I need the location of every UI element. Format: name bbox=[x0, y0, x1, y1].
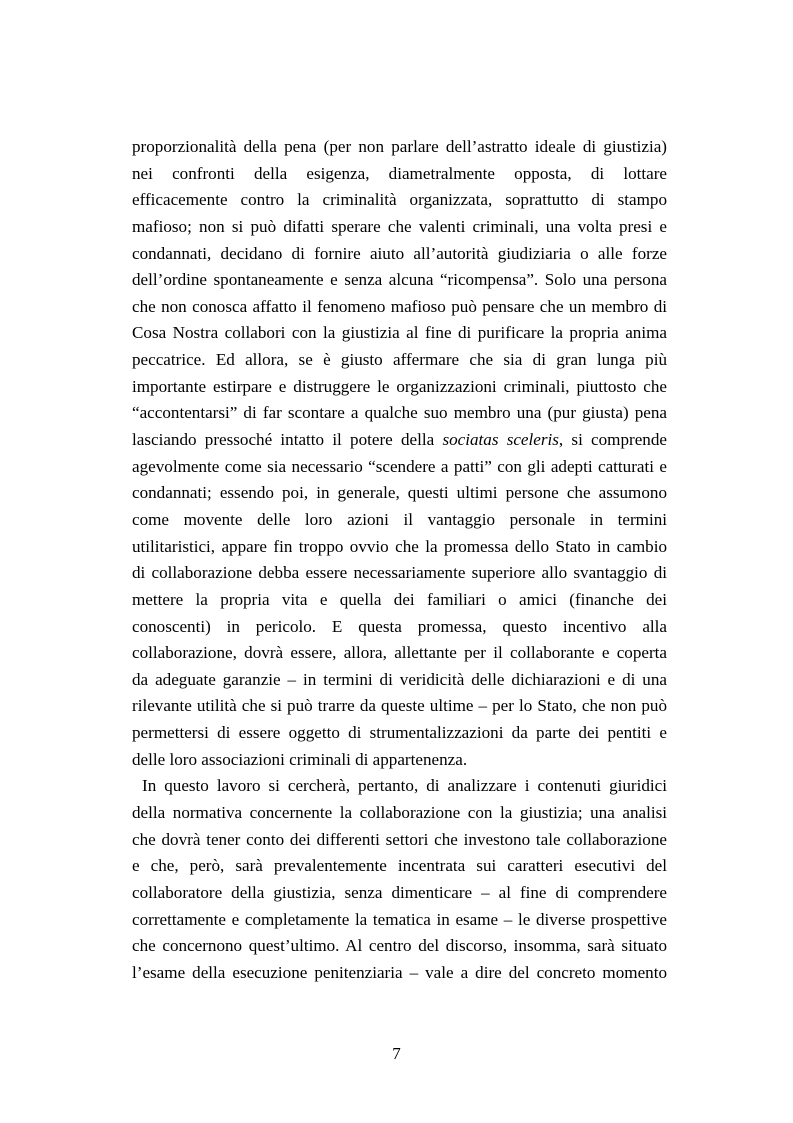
body-text bbox=[132, 134, 667, 987]
text-line: che concernono quest’ultimo. Al centro del discorso, insomma, sarà situato bbox=[132, 936, 667, 956]
text-line: condannati, decidano di fornire aiuto all’autorità giudiziaria o alle forze bbox=[132, 243, 667, 263]
text-segment: , si comprende bbox=[558, 430, 667, 450]
text-segment: lasciando pressoché intatto il potere della bbox=[132, 430, 443, 450]
text-line: nei confronti della esigenza, diametralmente opposta, di lottare bbox=[132, 163, 667, 183]
text-line: In questo lavoro si cercherà, pertanto, di analizzare i contenuti giuridici bbox=[142, 776, 667, 796]
text-line: che dovrà tener conto dei differenti settori che investono tale collaborazione bbox=[132, 829, 667, 849]
text-line: da adeguate garanzie – in termini di veridicità delle dichiarazioni e di una bbox=[132, 669, 667, 689]
text-line: collaboratore della giustizia, senza dimenticare – al fine di comprendere bbox=[132, 882, 667, 902]
text-line: conoscenti) in pericolo. E questa promessa, questo incentivo alla bbox=[132, 616, 667, 636]
text-line: agevolmente come sia necessario “scendere a patti” con gli adepti catturati e bbox=[132, 456, 667, 476]
text-line: permettersi di essere oggetto di strumentalizzazioni da parte dei pentiti e bbox=[132, 723, 667, 743]
text-line: correttamente e completamente la tematica in esame – le diverse prospettive bbox=[132, 909, 667, 929]
text-line: che non conosca affatto il fenomeno mafioso può pensare che un membro di bbox=[132, 296, 667, 316]
text-line: l’esame della esecuzione penitenziaria – vale a dire del concreto momento bbox=[132, 962, 667, 982]
text-line: efficacemente contro la criminalità organizzata, soprattutto di stampo bbox=[132, 190, 667, 210]
text-line: peccatrice. Ed allora, se è giusto affermare che sia di gran lunga più bbox=[132, 350, 667, 370]
text-line: mettere la propria vita e quella dei familiari o amici (finanche dei bbox=[132, 589, 667, 609]
text-line: mafioso; non si può difatti sperare che valenti criminali, una volta presi e bbox=[132, 216, 667, 236]
text-line-sociatas bbox=[132, 427, 667, 454]
text-line: utilitaristici, appare fin troppo ovvio che la promessa dello Stato in cambio bbox=[132, 536, 667, 556]
text-line: e che, però, sarà prevalentemente incentrata sui caratteri esecutivi del bbox=[132, 856, 667, 876]
text-line: “accontentarsi” di far scontare a qualche suo membro una (pur giusta) pena bbox=[132, 403, 667, 423]
text-line: importante estirpare e distruggere le organizzazioni criminali, piuttosto che bbox=[132, 376, 667, 396]
text-line: rilevante utilità che si può trarre da queste ultime – per lo Stato, che non può bbox=[132, 696, 667, 716]
text-line: Cosa Nostra collabori con la giustizia al fine di purificare la propria anima bbox=[132, 323, 667, 343]
italic-term: sociatas sceleris bbox=[442, 430, 559, 450]
text-line: di collaborazione debba essere necessariamente superiore allo svantaggio di bbox=[132, 563, 667, 583]
text-line: delle loro associazioni criminali di appartenenza. bbox=[132, 749, 468, 769]
text-line: della normativa concernente la collaborazione con la giustizia; una analisi bbox=[132, 803, 667, 823]
text-line: collaborazione, dovrà essere, allora, allettante per il collaborante e coperta bbox=[132, 643, 667, 663]
text-line: dell’ordine spontaneamente e senza alcuna “ricompensa”. Solo una persona bbox=[132, 270, 667, 290]
text-line: proporzionalità della pena (per non parlare dell’astratto ideale di giustizia) bbox=[132, 137, 667, 156]
text-line: come movente delle loro azioni il vantaggio personale in termini bbox=[132, 509, 667, 529]
text-line: condannati; essendo poi, in generale, questi ultimi persone che assumono bbox=[132, 483, 667, 503]
page-number: 7 bbox=[392, 1044, 401, 1063]
